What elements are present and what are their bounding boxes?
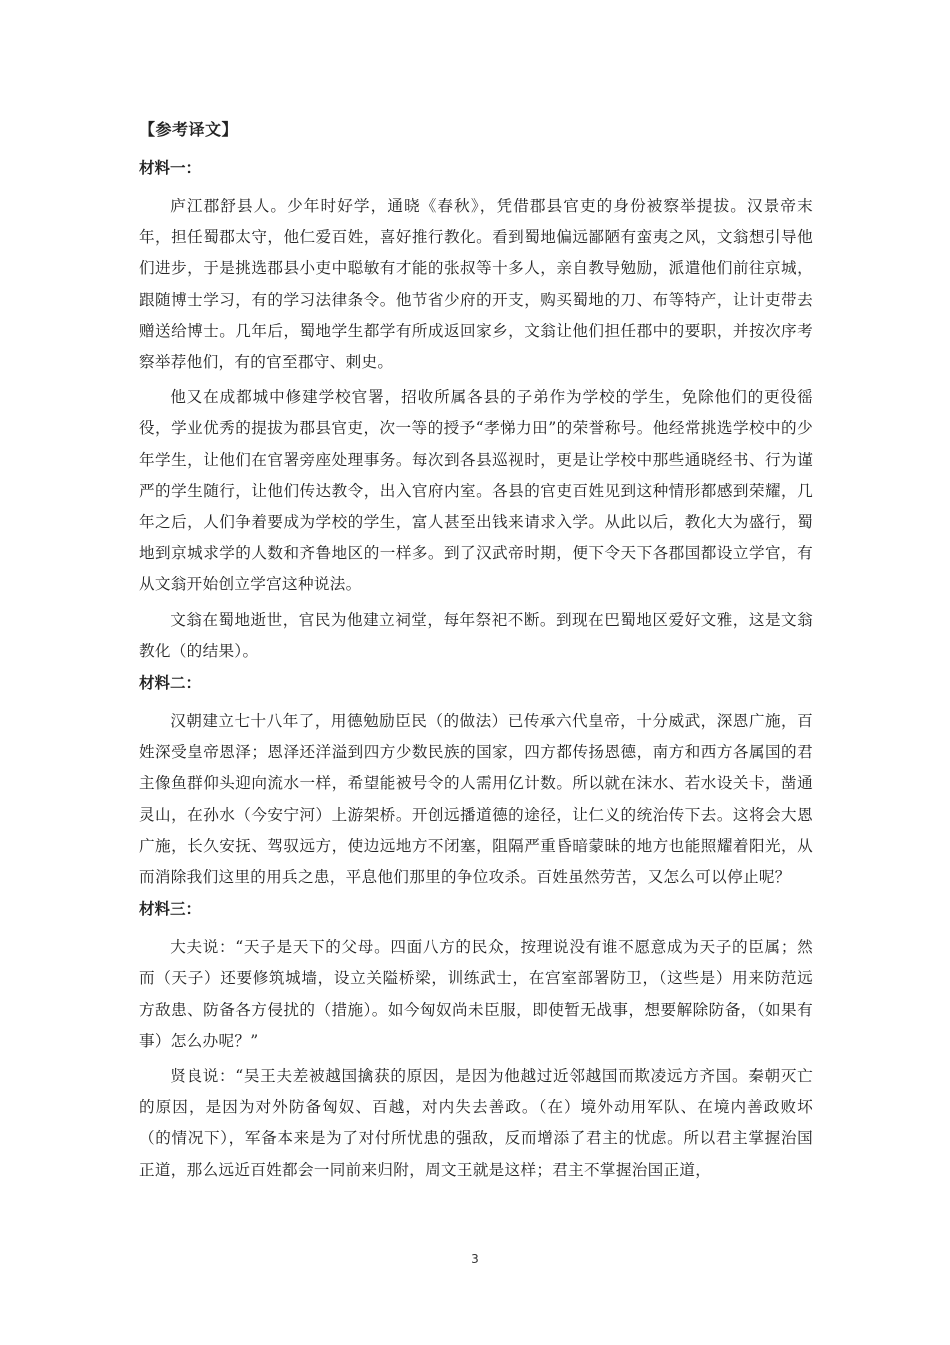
document-body [139, 118, 813, 1190]
page-number: 3 [471, 1252, 479, 1266]
section-title: 材料二： [139, 674, 202, 693]
section-material-2 [139, 671, 813, 893]
paragraph: 文翁在蜀地逝世，官民为他建立祠堂，每年祭祀不断。到现在巴蜀地区爱好文雅，这是文翁教化（的结果）。 [139, 610, 813, 660]
section-title: 材料三： [139, 900, 202, 919]
paragraph: 贤良说：“吴王夫差被越国擒获的原因，是因为他越过近邻越国而欺凌远方齐国。秦朝灭亡的原因，是因为对外防备匈奴、百越，对内失去善政。（在）境外动用军队、在境内善政败坏（的情况下），军备本来是为了对付所忧患的强敌，反而增添了君主的忧虑。所以君主掌握治国正道，那么远近百姓都会一同前来归附，周文王就是这样；君主不掌握治国正道， [139, 1067, 813, 1179]
section-title: 材料一： [139, 159, 202, 177]
paragraph: 汉朝建立七十八年了，用德勉励臣民（的做法）已传承六代皇帝，十分威武，深恩广施，百姓深受皇帝恩泽；恩泽还洋溢到四方少数民族的国家，四方都传扬恩德，南方和西方各属国的君主像鱼群仰头迎向流水一样，希望能被号令的人需用亿计数。所以就在沫水、若水设关卡，凿通灵山，在孙水（今安宁河）上游架桥。开创远播道德的途径，让仁义的统治传下去。这将会大恩广施，长久安抚、驾驭远方，使边远地方不闭塞，阻隔严重昏暗蒙昧的地方也能照耀着阳光，从而消除我们这里的用兵之患，平息他们那里的争位攻杀。百姓虽然劳苦，又怎么可以停止呢？ [139, 712, 813, 887]
section-material-1 [139, 156, 813, 667]
document-heading: 【参考译文】 [139, 120, 239, 139]
paragraph: 庐江郡舒县人。少年时好学，通晓《春秋》，凭借郡县官吏的身份被察举提拔。汉景帝末年，担任蜀郡太守，他仁爱百姓，喜好推行教化。看到蜀地偏远鄙陋有蛮夷之风，文翁想引导他们进步，于是挑选郡县小吏中聪敏有才能的张叔等十多人，亲自教导勉励，派遣他们前往京城，跟随博士学习，有的学习法律条令。他节省少府的开支，购买蜀地的刀、布等特产，让计吏带去赠送给博士。几年后，蜀地学生都学有所成返回家乡，文翁让他们担任郡中的要职，并按次序考察举荐他们，有的官至郡守、刺史。 [139, 197, 813, 372]
section-material-3 [139, 897, 813, 1186]
paragraph: 大夫说：“天子是天下的父母。四面八方的民众，按理说没有谁不愿意成为天子的臣属；然而（天子）还要修筑城墙，设立关隘桥梁，训练武士，在宫室部署防卫，（这些是）用来防范远方敌患、防备各方侵扰的（措施）。如今匈奴尚未臣服，即使暂无战事，想要解除防备，（如果有事）怎么办呢？” [139, 938, 813, 1050]
paragraph: 他又在成都城中修建学校官署，招收所属各县的子弟作为学校的学生，免除他们的更役徭役，学业优秀的提拔为郡县官吏，次一等的授予“孝悌力田”的荣誉称号。他经常挑选学校中的少年学生，让他们在官署旁座处理事务。每次到各县巡视时，更是让学校中那些通晓经书、行为谨严的学生随行，让他们传达教令，出入官府内室。各县的官吏百姓见到这种情形都感到荣耀，几年之后，人们争着要成为学校的学生，富人甚至出钱来请求入学。从此以后，教化大为盛行，蜀地到京城求学的人数和齐鲁地区的一样多。到了汉武帝时期，便下令天下各郡国都设立学官，有从文翁开始创立学宫这种说法。 [139, 388, 813, 594]
